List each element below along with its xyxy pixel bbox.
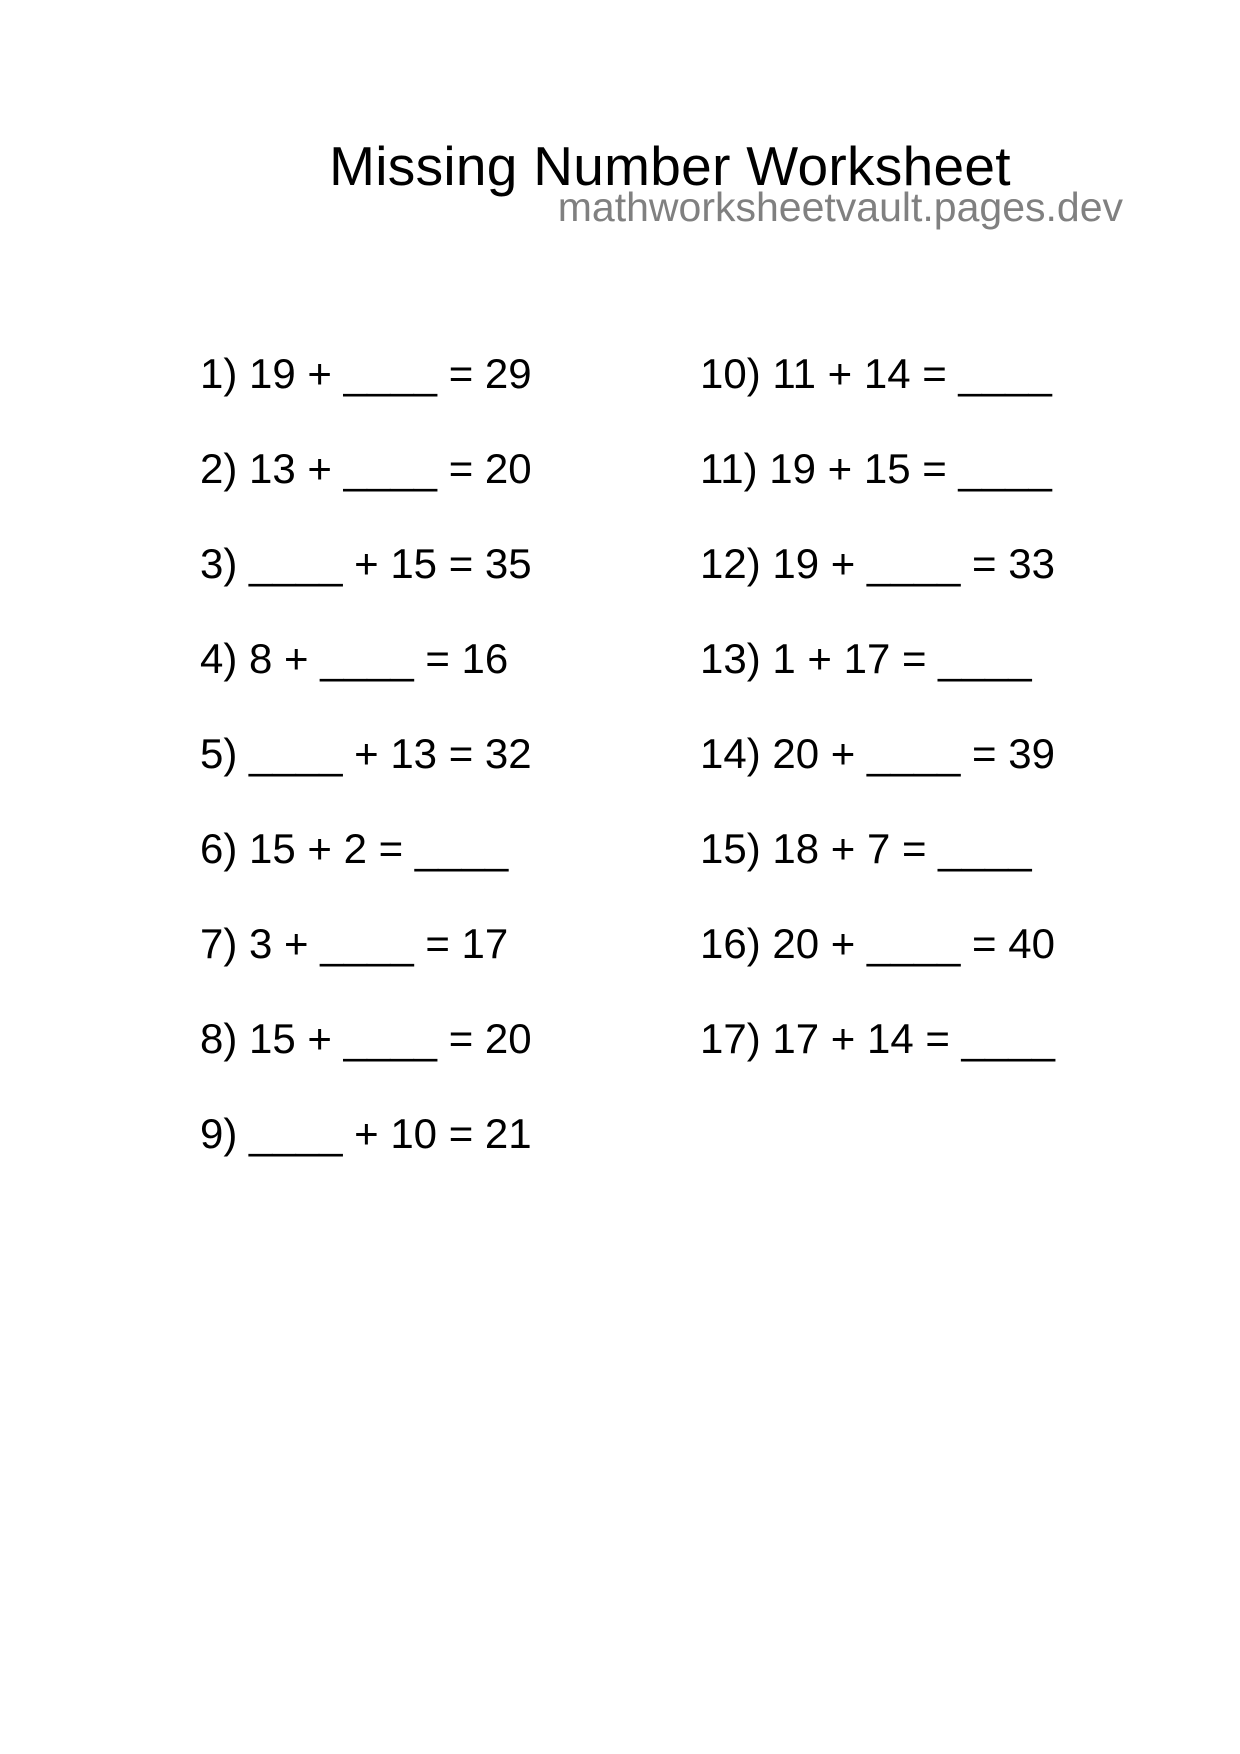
problem-1: 1) 19 + ____ = 29 [200, 350, 532, 397]
problem-3: 3) ____ + 15 = 35 [200, 540, 532, 587]
source-url: mathworksheetvault.pages.dev [557, 184, 1123, 230]
problem-12: 12) 19 + ____ = 33 [700, 540, 1055, 587]
problem-6: 6) 15 + 2 = ____ [200, 825, 509, 872]
problem-17: 17) 17 + 14 = ____ [700, 1015, 1055, 1062]
problem-16: 16) 20 + ____ = 40 [700, 920, 1055, 967]
problem-7: 7) 3 + ____ = 17 [200, 920, 509, 967]
problem-5: 5) ____ + 13 = 32 [200, 730, 532, 777]
problem-15: 15) 18 + 7 = ____ [700, 825, 1032, 872]
page-title: Missing Number Worksheet [329, 134, 1011, 197]
problem-column-left [200, 349, 532, 1204]
problem-8: 8) 15 + ____ = 20 [200, 1015, 532, 1062]
problem-13: 13) 1 + 17 = ____ [700, 635, 1032, 682]
problem-10: 10) 11 + 14 = ____ [700, 350, 1052, 397]
problem-2: 2) 13 + ____ = 20 [200, 445, 532, 492]
problem-9: 9) ____ + 10 = 21 [200, 1110, 532, 1157]
problem-4: 4) 8 + ____ = 16 [200, 635, 509, 682]
problem-11: 11) 19 + 15 = ____ [700, 445, 1052, 492]
problem-14: 14) 20 + ____ = 39 [700, 730, 1055, 777]
problem-column-right [700, 349, 1055, 1109]
